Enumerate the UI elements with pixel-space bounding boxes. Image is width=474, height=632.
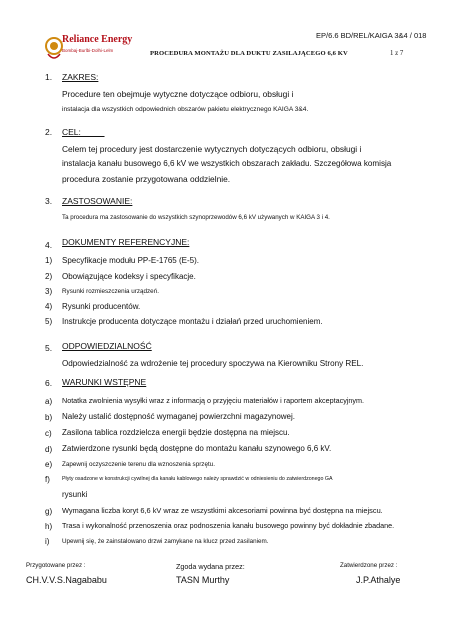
- approved-by-label: Zatwierdzone przez :: [340, 562, 398, 569]
- section-1-text-2: instalacja dla wszystkich odpowiednich obszarów pakietu elektrycznego KAIGA 3&4.: [62, 106, 309, 113]
- list-item-number: e): [45, 460, 53, 469]
- list-item-number: 2): [45, 272, 53, 281]
- list-item: Należy ustalić dostępność wymaganej powierzchni magazynowej.: [62, 412, 296, 421]
- approved-by-name: J.P.Athalye: [356, 575, 401, 585]
- section-4-number: 4.: [45, 240, 53, 250]
- document-id: EP/6.6 BD/REL/KAIGA 3&4 / 018: [316, 31, 427, 40]
- logo-name: Reliance Energy: [62, 34, 133, 45]
- list-item: Specyfikacje modułu PP-E-1765 (E-5).: [62, 256, 199, 265]
- list-item-number: h): [45, 522, 53, 531]
- section-3-heading: ZASTOSOWANIE:: [62, 196, 133, 206]
- list-item-number: b): [45, 413, 53, 422]
- list-item-number: c): [45, 429, 52, 438]
- section-5-number: 5.: [45, 343, 53, 353]
- list-item: Instrukcje producenta dotyczące montażu i działań przed uruchomieniem.: [62, 317, 323, 326]
- list-item-number: 4): [45, 302, 53, 311]
- section-4-heading: DOKUMENTY REFERENCYJNE:: [62, 237, 190, 247]
- list-item-number: 5): [45, 317, 53, 326]
- list-item: Rysunki rozmieszczenia urządzeń.: [62, 288, 159, 295]
- list-item-number: a): [45, 397, 53, 406]
- section-6-number: 6.: [45, 378, 53, 388]
- list-item: Płyty osadzone w konstrukcji cywilnej dla kanału kablowego należy sprawdzić w odniesieniu do zatwierdzonego GA: [62, 476, 333, 482]
- list-item: Zasilona tablica rozdzielcza energii będzie dostępna na miejscu.: [62, 428, 290, 437]
- list-item-number: i): [45, 537, 50, 546]
- list-item: Zapewnij oczyszczenie terenu dla wznoszenia sprzętu.: [62, 461, 215, 468]
- agreed-by-label: Zgoda wydana przez:: [176, 562, 245, 571]
- list-item-number: 3): [45, 287, 53, 296]
- list-item-number: g): [45, 507, 53, 516]
- page-number: 1 z 7: [390, 50, 404, 57]
- section-2-text-2: instalacja kanału busowego 6,6 kV we wszystkich obszarach zakładu. Szczegółowa komisja: [62, 159, 392, 168]
- prepared-by-label: Przygotowane przez :: [26, 562, 86, 569]
- prepared-by-name: CH.V.V.S.Nagababu: [26, 575, 107, 585]
- section-3-text-1: Ta procedura ma zastosowanie do wszystkich szynoprzewodów 6,6 kV używanych w KAIGA 3 i 4.: [62, 214, 330, 221]
- list-item-number: f): [45, 475, 50, 484]
- section-1-number: 1.: [45, 72, 53, 82]
- agreed-by-name: TASN Murthy: [176, 575, 230, 585]
- list-item: Wymagana liczba koryt 6,6 kV wraz ze wszystkimi akcesoriami powinna być dostępna na miejscu.: [62, 506, 383, 515]
- list-item: Zatwierdzone rysunki będą dostępne do montażu kanału szynowego 6,6 kV.: [62, 444, 332, 453]
- section-2-heading: CEL:: [62, 127, 105, 137]
- logo-subtitle: Bombaj-Burlbi-Dolhi-Lelm: [62, 48, 114, 53]
- document-title: PROCEDURA MONTAŻU DLA DUKTU ZASILAJĄCEGO 6,6 KV: [150, 50, 348, 57]
- section-2-text-1: Celem tej procedury jest dostarczenie wytycznych dotyczących odbioru, obsługi i: [62, 144, 362, 154]
- list-item: Rysunki producentów.: [62, 302, 141, 311]
- list-item: Upewnij się, że zainstalowano drzwi zamykane na klucz przed zasilaniem.: [62, 538, 269, 545]
- list-item: Notatka zwolnienia wysyłki wraz z informacją o przyjęciu materiałów i raportem akceptacyjnym.: [62, 396, 364, 405]
- section-3-number: 3.: [45, 196, 53, 206]
- section-1-text-1: Procedure ten obejmuje wytyczne dotyczące odbioru, obsługi i: [62, 89, 294, 99]
- list-item-number: 1): [45, 256, 53, 265]
- section-5-text-1: Odpowiedzialność za wdrożenie tej procedury spoczywa na Kierowniku Strony REL.: [62, 359, 364, 368]
- list-item-number: d): [45, 445, 53, 454]
- section-2-number: 2.: [45, 127, 53, 137]
- list-item-continuation: rysunki: [62, 490, 88, 499]
- list-item: Trasa i wykonalność przenoszenia oraz podnoszenia kanału busowego powinny być dokładnie zbadane.: [62, 521, 395, 530]
- section-5-heading: ODPOWIEDZIALNOŚĆ: [62, 341, 152, 351]
- section-1-heading: ZAKRES:: [62, 72, 99, 82]
- list-item: Obowiązujące kodeksy i specyfikacje.: [62, 272, 196, 281]
- section-6-heading: WARUNKI WSTĘPNE: [62, 377, 147, 387]
- section-2-text-3: procedura zostanie przygotowana oddzielnie.: [62, 174, 231, 184]
